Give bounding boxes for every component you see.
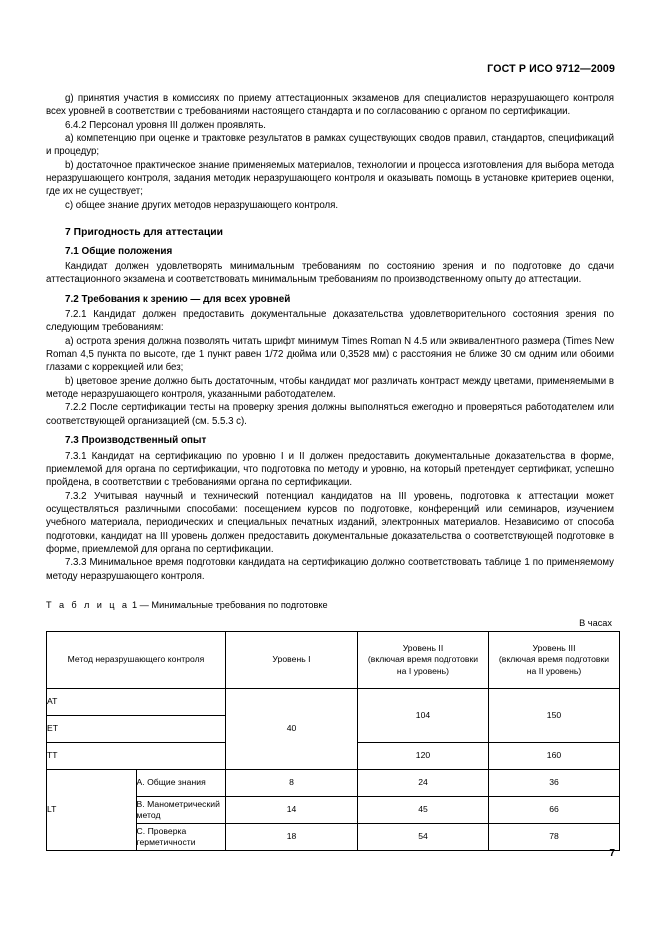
cell-level3-lt-a: 36 <box>489 769 620 796</box>
paragraph-7-1: Кандидат должен удовлетворять минимальным требованиям по состоянию зрения и по подготовке до сдачи аттестационного экзамена и соответствовать минимальным требованиям по производственному опыту до аттестации. <box>46 260 614 286</box>
cell-level2-lt-a: 24 <box>358 769 489 796</box>
cell-method-at: AT <box>47 688 226 715</box>
table-header-row <box>47 631 620 688</box>
table-row <box>47 688 620 715</box>
cell-group-lt: LT <box>47 769 137 850</box>
paragraph-item-a-721: a) острота зрения должна позволять читать шрифт минимум Times Roman N 4.5 или эквивалентного размера (Times New Roman 4,5 пункта по высоте, где 1 пункт равен 1/72 дюйма или 0,3528 мм) с расстояния не ближе 30 см одним или обоими глазами с коррекцией или без; <box>46 335 614 374</box>
table-header <box>47 631 620 688</box>
level-2-header-line-1: Уровень II <box>402 642 444 653</box>
section-heading-7-3: 7.3 Производственный опыт <box>65 435 207 447</box>
column-header-level-3 <box>489 631 620 688</box>
cell-level3-lt-b: 66 <box>489 796 620 823</box>
paragraph-item-g: g) принятия участия в комиссиях по приему аттестационных экзаменов для специалистов неразрушающего контроля всех уровней в соответствии с требованиями настоящего стандарта и по согласованию с органом по сертификации. <box>46 93 614 118</box>
cell-level2-lt-c: 54 <box>358 823 489 850</box>
section-heading-7-1: 7.1 Общие положения <box>65 245 173 257</box>
column-header-level-2 <box>358 631 489 688</box>
page-number: 7 <box>609 848 615 859</box>
level-2-header-line-2: (включая время подготовки <box>367 654 479 665</box>
level-2-header-line-3: на I уровень) <box>396 665 450 676</box>
table-units-note: В часах <box>579 617 612 628</box>
cell-level2-at-et: 104 <box>358 688 489 742</box>
cell-method-lt-c: C. Проверка герметичности <box>136 823 226 850</box>
clause-7-2-1: 7.2.1 Кандидат должен предоставить документальные доказательства удовлетворительного состояния зрения по следующим требованиям: <box>46 309 614 334</box>
page-content <box>46 92 614 851</box>
cell-level1-lt-c: 18 <box>226 823 358 850</box>
column-header-method: Метод неразрушающего контроля <box>47 631 226 688</box>
table-body <box>47 688 620 850</box>
clause-7-3-2: 7.3.2 Учитывая научный и технический потенциал кандидатов на III уровень, подготовка к аттестации может осуществляться различными способами: посещением курсов по подготовке, конференций или семинаров, изучением учебного материала, периодических и специальных печатных изданий, электронных материалов. Независимо от способа подготовки, кандидат на III уровень должен предоставить документальные доказательства о соответствующей подготовке в форме, приемлемой для органа по сертификации. <box>46 490 614 555</box>
training-requirements-table <box>46 631 620 851</box>
column-header-level-1: Уровень I <box>226 631 358 688</box>
cell-level3-tt: 160 <box>489 742 620 769</box>
clause-7-3-1: 7.3.1 Кандидат на сертификацию по уровню I и II должен предоставить документальные доказательства в форме, приемлемой для органа по сертификации, что подготовка по методу и уровню, на который претендует сертификат, успешно пройдена, в соответствии с требованиями органа по сертификации. <box>46 450 614 489</box>
clause-7-3-3: 7.3.3 Минимальное время подготовки кандидата на сертификацию должно соответствовать таблице 1 по применяемому методу неразрушающего контроля. <box>46 557 614 582</box>
paragraph-item-a-642: a) компетенцию при оценке и трактовке результатов в рамках существующих сводов правил, стандартов, спецификаций и процедур; <box>46 133 614 158</box>
paragraph-item-b-642: b) достаточное практическое знание применяемых материалов, технологии и процесса изготовления для выбора метода неразрушающего контроля, задания методик неразрушающего контроля и оказывать помощь в установке критериев оценки, где их не существует; <box>46 159 614 198</box>
level-3-header-line-3: на II уровень) <box>526 665 582 676</box>
standard-designation: ГОСТ Р ИСО 9712—2009 <box>487 63 615 75</box>
cell-method-tt: TT <box>47 742 226 769</box>
cell-method-lt-a: A. Общие знания <box>136 769 226 796</box>
table-caption-text: 1 — Минимальные требования по подготовке <box>131 599 328 610</box>
cell-level2-tt: 120 <box>358 742 489 769</box>
level-3-header-line-1: Уровень III <box>532 642 576 653</box>
clause-7-2-2: 7.2.2 После сертификации тесты на проверку зрения должны выполняться ежегодно и проверяться работодателем или соответствующей организацией (см. 5.5.3 c). <box>46 402 614 427</box>
table-caption <box>46 599 614 612</box>
paragraph-item-b-721: b) цветовое зрение должно быть достаточным, чтобы кандидат мог различать контраст между цветами, применяемыми в методе неразрушающего контроля, указанными работодателем. <box>46 375 614 401</box>
level-3-header-line-2: (включая время подготовки <box>498 654 610 665</box>
cell-level3-lt-c: 78 <box>489 823 620 850</box>
cell-level1-lt-a: 8 <box>226 769 358 796</box>
table-caption-label: Т а б л и ц а <box>46 599 130 610</box>
cell-level2-lt-b: 45 <box>358 796 489 823</box>
cell-level1-merged: 40 <box>226 688 358 769</box>
section-heading-7-2: 7.2 Требования к зрению — для всех уровней <box>65 293 291 305</box>
cell-level1-lt-b: 14 <box>226 796 358 823</box>
section-heading-7: 7 Пригодность для аттестации <box>65 227 224 239</box>
clause-6-4-2: 6.4.2 Персонал уровня III должен проявлять. <box>65 119 266 131</box>
page-header <box>46 59 615 81</box>
cell-method-et: ET <box>47 715 226 742</box>
paragraph-item-c-642: c) общее знание других методов неразрушающего контроля. <box>65 199 339 211</box>
table-row <box>47 769 620 796</box>
cell-method-lt-b: B. Манометрический метод <box>136 796 226 823</box>
spacer <box>46 212 614 226</box>
cell-level3-at-et: 150 <box>489 688 620 742</box>
